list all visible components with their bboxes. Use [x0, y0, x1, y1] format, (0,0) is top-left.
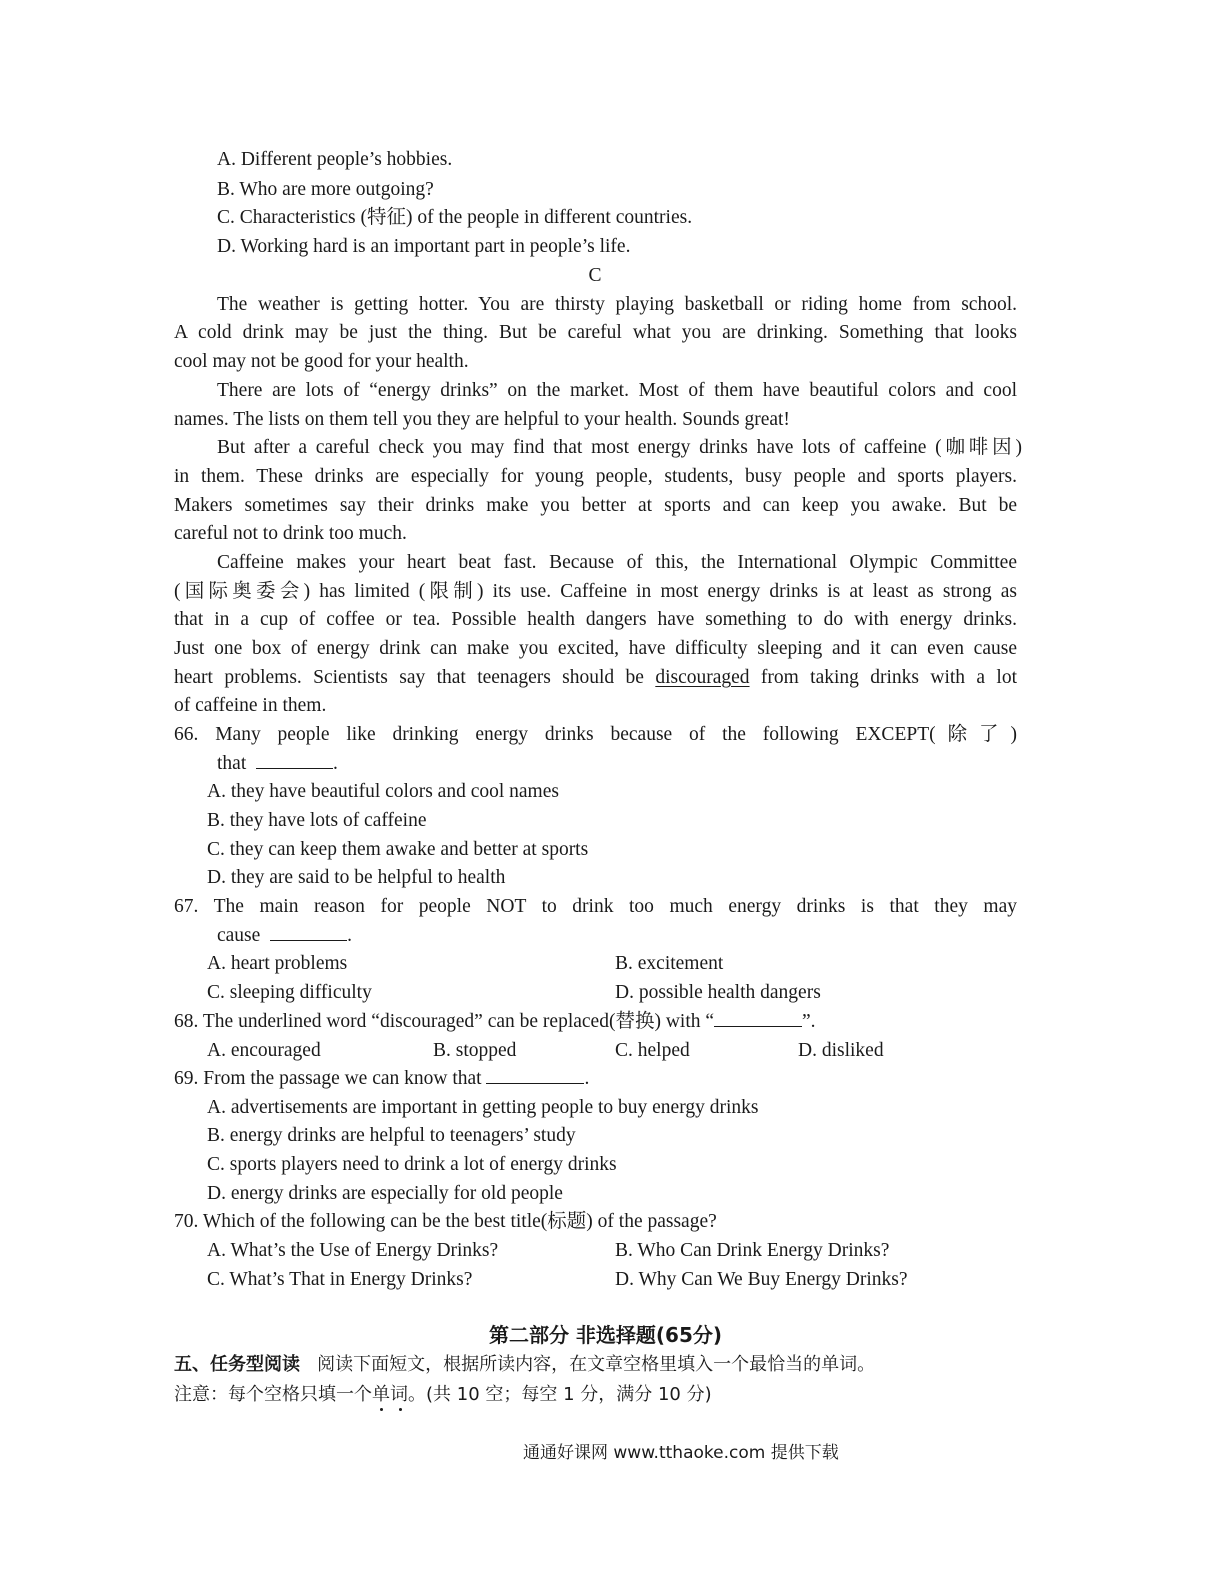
footer-text: 通通好课网 www.tthaoke.com 提供下载: [523, 1443, 839, 1463]
answer-blank: [714, 1008, 802, 1027]
passage-line: But after a careful check you may find that most energy drinks have lots of caffeine (咖啡因): [217, 437, 1022, 458]
q69-stem: 69. From the passage we can know that .: [174, 1065, 589, 1093]
emphasis-dot: [399, 1408, 402, 1411]
passage-line: that in a cup of coffee or tea. Possible health dangers have something to do with energy drinks.: [174, 609, 1017, 630]
q66-stem: 66. Many people like drinking energy drinks because of the following EXCEPT(除了): [174, 724, 1017, 745]
passage-line: (国际奥委会) has limited (限制) its use. Caffeine in most energy drinks is at least as strong as: [174, 581, 1017, 602]
prev-option-a: A. Different people’s hobbies.: [217, 149, 453, 170]
passage-line: of caffeine in them.: [174, 695, 327, 716]
part-two-title: 第二部分 非选择题(65分): [488, 1323, 723, 1347]
q69-option-c: C. sports players need to drink a lot of energy drinks: [207, 1154, 617, 1175]
q68-option-c: C. helped: [615, 1040, 690, 1061]
passage-line: careful not to drink too much.: [174, 523, 407, 544]
passage-label: C: [588, 265, 602, 286]
q70-option-c: C. What’s That in Energy Drinks?: [207, 1269, 473, 1290]
section-five-header: [174, 1351, 875, 1379]
q67-option-d: D. possible health dangers: [615, 982, 821, 1003]
section-label: 五、任务型阅读: [174, 1354, 300, 1375]
prev-option-d: D. Working hard is an important part in people’s life.: [217, 236, 631, 257]
q68-option-d: D. disliked: [798, 1040, 884, 1061]
passage-line: cool may not be good for your health.: [174, 351, 469, 372]
q70-option-b: B. Who Can Drink Energy Drinks?: [615, 1240, 890, 1261]
q67-option-b: B. excitement: [615, 953, 724, 974]
q68-option-b: B. stopped: [433, 1040, 517, 1061]
passage-line-underlined: heart problems. Scientists say that teenagers should be discouraged from taking drinks with a lot: [174, 667, 1017, 688]
instruction-note: 注意：每个空格只填一个单词。(共 10 空；每空 1 分，满分 10 分): [174, 1384, 712, 1405]
q67-option-c: C. sleeping difficulty: [207, 982, 372, 1003]
answer-blank: [256, 750, 333, 769]
passage-line: The weather is getting hotter. You are thirsty playing basketball or riding home from school.: [217, 294, 1017, 315]
passage-line: There are lots of “energy drinks” on the market. Most of them have beautiful colors and cool: [217, 380, 1017, 401]
q66-option-d: D. they are said to be helpful to health: [207, 867, 506, 888]
prev-option-c: C. Characteristics (特征) of the people in different countries.: [217, 207, 693, 228]
q70-option-a: A. What’s the Use of Energy Drinks?: [207, 1240, 499, 1261]
q66-option-a: A. they have beautiful colors and cool names: [207, 781, 559, 802]
answer-blank: [486, 1065, 584, 1084]
underlined-word: discouraged: [655, 667, 750, 688]
q66-option-c: C. they can keep them awake and better at sports: [207, 839, 589, 860]
passage-line: A cold drink may be just the thing. But be careful what you are drinking. Something that looks: [174, 322, 1017, 343]
q69-option-b: B. energy drinks are helpful to teenagers’ study: [207, 1125, 576, 1146]
emphasis-dot: [380, 1408, 383, 1411]
q68-stem: 68. The underlined word “discouraged” can be replaced(替换) with “ ”.: [174, 1008, 816, 1036]
q67-stem: 67. The main reason for people NOT to drink too much energy drinks is that they may: [174, 896, 1017, 917]
q70-stem: 70. Which of the following can be the best title(标题) of the passage?: [174, 1211, 717, 1232]
passage-line: Caffeine makes your heart beat fast. Because of this, the International Olympic Committee: [217, 552, 1017, 573]
passage-line: names. The lists on them tell you they are helpful to your health. Sounds great!: [174, 409, 790, 430]
q66-stem-cont: that .: [217, 750, 338, 778]
q66-option-b: B. they have lots of caffeine: [207, 810, 427, 831]
q67-option-a: A. heart problems: [207, 953, 348, 974]
q69-option-a: A. advertisements are important in getting people to buy energy drinks: [207, 1097, 759, 1118]
instruction-line: 阅读下面短文，根据所读内容，在文章空格里填入一个最恰当的单词。: [317, 1354, 876, 1375]
q67-stem-cont: cause .: [217, 922, 352, 950]
passage-line: Makers sometimes say their drinks make you better at sports and can keep you awake. But be: [174, 495, 1017, 516]
answer-blank: [270, 922, 347, 941]
q70-option-d: D. Why Can We Buy Energy Drinks?: [615, 1269, 908, 1290]
passage-line: in them. These drinks are especially for young people, students, busy people and sports players.: [174, 466, 1017, 487]
passage-line: Just one box of energy drink can make you excited, have difficulty sleeping and it can even cause: [174, 638, 1017, 659]
q69-option-d: D. energy drinks are especially for old people: [207, 1183, 563, 1204]
prev-option-b: B. Who are more outgoing?: [217, 179, 434, 200]
q68-option-a: A. encouraged: [207, 1040, 321, 1061]
